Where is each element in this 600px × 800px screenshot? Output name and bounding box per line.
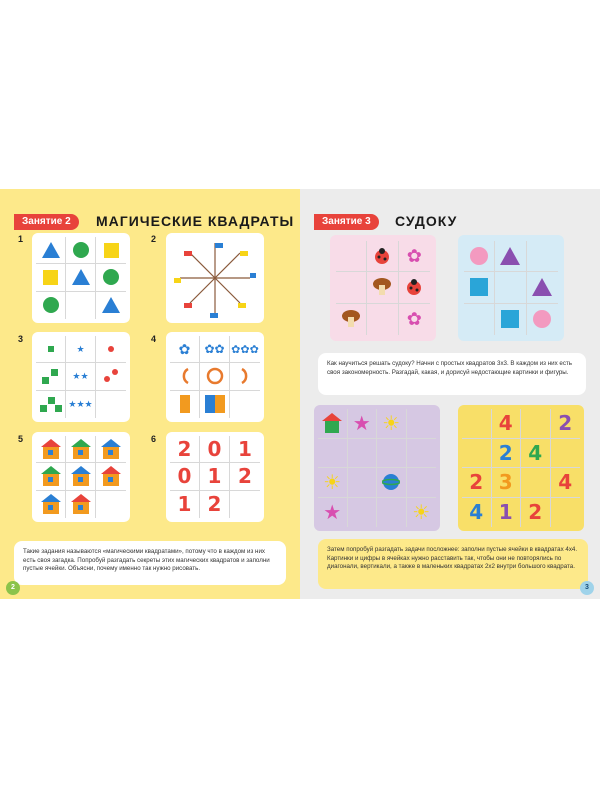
puzzle-number: 1 (18, 234, 24, 244)
puzzle-card-5 (32, 432, 130, 522)
squares-icon (36, 363, 66, 390)
digit-cell: 3 (498, 470, 513, 495)
house-icon (66, 463, 96, 490)
triangle-icon (36, 237, 66, 264)
empty-cell[interactable] (407, 468, 437, 498)
empty-cell[interactable] (348, 468, 378, 498)
digit-cell: 2 (498, 440, 513, 465)
empty-cell[interactable] (407, 409, 437, 439)
lesson-label: Занятие 2 (14, 214, 79, 230)
stars-icon: ★★ (66, 363, 96, 390)
empty-cell[interactable] (96, 391, 126, 418)
empty-cell[interactable] (336, 272, 367, 303)
square-icon (36, 264, 66, 291)
empty-cell[interactable] (464, 304, 495, 335)
triangle-icon (96, 292, 126, 319)
right-page (300, 189, 600, 599)
digit-cell: 2 (558, 411, 573, 436)
mushroom-icon (367, 272, 398, 303)
sun-icon: ☀ (412, 501, 431, 524)
puzzle-card-4 (166, 332, 264, 422)
empty-cell[interactable] (348, 498, 378, 528)
empty-cell[interactable] (495, 272, 526, 303)
flowers-icon: ✿✿✿ (230, 336, 260, 363)
empty-cell[interactable] (407, 439, 437, 469)
empty-cell[interactable] (96, 491, 126, 518)
digit-cell: 2 (469, 470, 484, 495)
lesson-title: СУДОКУ (395, 213, 458, 229)
rect-pair-icon (200, 391, 230, 418)
flower-icon: ✿ (399, 241, 430, 272)
puzzle-card-2 (166, 233, 264, 323)
left-page (0, 189, 300, 599)
sun-icon: ☀ (318, 468, 348, 498)
digit-cell: 2 (238, 464, 252, 489)
square-icon (464, 272, 495, 303)
page-number: 3 (580, 581, 594, 595)
digit-cell: 2 (177, 437, 192, 462)
star-icon: ★ (318, 498, 348, 528)
lesson-title: МАГИЧЕСКИЕ КВАДРАТЫ (96, 213, 295, 229)
triangle-icon (527, 272, 558, 303)
flags-wheel-icon (166, 233, 264, 323)
circle-icon (36, 292, 66, 319)
digit-cell: 2 (207, 492, 222, 517)
circle-icon (527, 304, 558, 335)
empty-cell[interactable] (527, 241, 558, 272)
digit-cell: 4 (469, 500, 484, 525)
square-icon (96, 237, 126, 264)
puzzle-number: 4 (151, 334, 157, 344)
puzzle-card-6 (166, 432, 264, 522)
shape-sudoku-3x3 (458, 235, 564, 341)
arc-icon (230, 363, 260, 390)
digit-cell: 1 (207, 464, 222, 489)
empty-cell[interactable] (377, 498, 407, 528)
puzzle-card-1 (32, 233, 130, 323)
digit-cell: 1 (238, 437, 252, 462)
circle-icon (96, 264, 126, 291)
info-note: Такие задания называются «магическими квадратами», потому что в каждом из них есть своя загадка. Попробуй разгадать секреты этих магических квадратов и заполни пустые ячейки. Объясни, почему именно так нужно рисовать. (14, 541, 286, 585)
puzzle-number: 5 (18, 434, 24, 444)
info-note-bottom: Затем попробуй разгадать задачи посложнее: заполни пустые ячейки в квадратах 4х4. Картинки и цифры в ячейках нужно расставить так, чтобы они не повторялись по диагонали, вертикали, а также в маленьких квадратах 2х2 внутри большого квадрата. (318, 539, 588, 589)
arc-icon (170, 363, 200, 390)
circle-icon (66, 237, 96, 264)
page-number: 2 (6, 581, 20, 595)
squares-icon (36, 391, 66, 418)
ring-icon (200, 363, 230, 390)
digit-cell: 4 (498, 411, 513, 436)
empty-cell[interactable] (230, 491, 260, 518)
digit-cell: 1 (177, 492, 192, 517)
digit-cell: 0 (177, 464, 192, 489)
picture-sudoku-3x3 (330, 235, 436, 341)
dot-icon (96, 336, 126, 363)
empty-cell[interactable] (318, 439, 348, 469)
house-icon (96, 463, 126, 490)
house-icon (318, 409, 348, 439)
house-icon (96, 436, 126, 463)
empty-cell[interactable] (336, 241, 367, 272)
picture-sudoku-4x4 (314, 405, 440, 531)
triangle-icon (495, 241, 526, 272)
sun-icon: ☀ (377, 409, 407, 439)
mushroom-icon (336, 304, 367, 335)
circle-icon (464, 241, 495, 272)
digit-sudoku-4x4 (458, 405, 584, 531)
lesson-label: Занятие 3 (314, 214, 379, 230)
square-icon (36, 336, 66, 363)
digit-cell: 4 (528, 440, 543, 465)
star-icon: ★ (66, 336, 96, 363)
empty-cell[interactable] (348, 439, 378, 469)
star-icon: ★ (348, 409, 378, 439)
stars-icon: ★★★ (66, 391, 96, 418)
flowers-icon: ✿✿ (200, 336, 230, 363)
house-icon (36, 436, 66, 463)
flower-icon: ✿ (170, 336, 200, 363)
empty-cell[interactable] (377, 439, 407, 469)
square-icon (495, 304, 526, 335)
empty-cell[interactable] (367, 304, 398, 335)
ladybug-icon (367, 241, 398, 272)
puzzle-number: 3 (18, 334, 24, 344)
flower-icon: ✿ (406, 308, 422, 329)
digit-cell: 0 (207, 437, 222, 462)
planet-icon (377, 468, 407, 498)
puzzle-number: 2 (151, 234, 157, 244)
dots-icon (96, 363, 126, 390)
empty-cell[interactable] (66, 292, 96, 319)
house-icon (66, 436, 96, 463)
puzzle-card-3 (32, 332, 130, 422)
empty-cell[interactable] (230, 391, 260, 418)
house-icon (36, 463, 66, 490)
rect-icon (170, 391, 200, 418)
puzzle-number: 6 (151, 434, 157, 444)
house-icon (66, 491, 96, 518)
digit-cell: 4 (558, 470, 573, 495)
digit-cell: 2 (528, 500, 543, 525)
digit-cell: 1 (498, 500, 513, 525)
triangle-icon (66, 264, 96, 291)
info-note-top: Как научиться решать судоку? Начни с простых квадратов 3х3. В каждом из них есть своя закономерность. Разгадай, какая, и дорисуй недостающие картинки и фигуры. (318, 353, 586, 395)
ladybug-icon (399, 272, 430, 303)
house-icon (36, 491, 66, 518)
